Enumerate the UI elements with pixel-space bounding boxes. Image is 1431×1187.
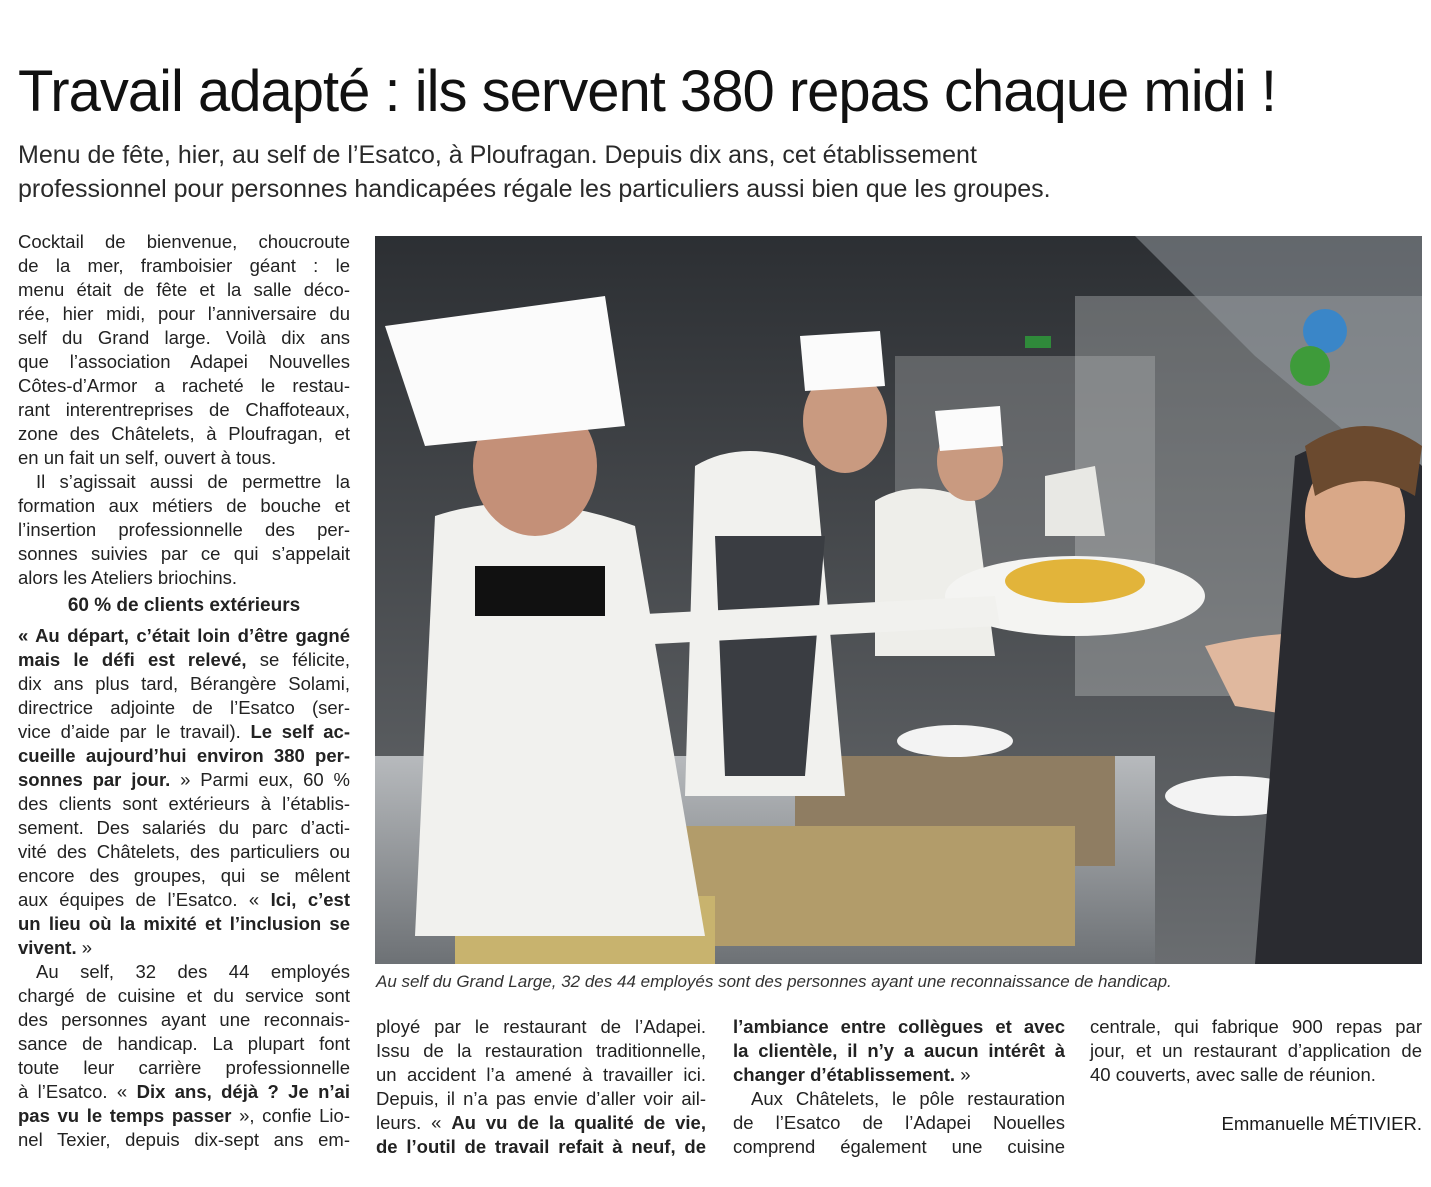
text-fragment: »: [76, 937, 93, 958]
text-line: [18, 768, 350, 792]
text-line: centrale, qui fabrique 900 repas par: [1090, 1016, 1422, 1037]
text-line: Au self, 32 des 44 employés: [36, 961, 350, 982]
quote-line: un lieu où la mixité et l’inclusion se: [18, 913, 350, 934]
text-line: [376, 1111, 706, 1135]
quote-line: de l’outil de travail refait à neuf, de: [376, 1136, 706, 1157]
quote-fragment: pas vu le temps passer: [18, 1105, 232, 1126]
text-line: [18, 720, 350, 744]
text-line: [18, 1080, 350, 1104]
quote-fragment: Le self ac-: [250, 721, 350, 742]
text-line: un accident l’a amené à travailler ici.: [376, 1064, 706, 1085]
text-fragment: », confie Lio-: [231, 1105, 350, 1126]
text-fragment: »: [955, 1064, 971, 1085]
text-line: Depuis, il n’a pas envie d’aller voir ail-: [376, 1088, 706, 1109]
text-line: des personnes ayant une reconnais-: [18, 1009, 350, 1030]
quote-line: la clientèle, il n’y a aucun intérêt à: [733, 1040, 1065, 1061]
article-column-4: [1090, 1015, 1422, 1087]
text-fragment: à l’Esatco. «: [18, 1081, 137, 1102]
text-line: que l’association Adapei Nouvelles: [18, 351, 350, 372]
text-line: menu était de fête et la salle déco-: [18, 279, 350, 300]
text-line: des clients sont extérieurs à l’établis-: [18, 793, 350, 814]
quote-fragment: Au vu de la qualité de vie,: [451, 1112, 706, 1133]
quote-line: l’ambiance entre collègues et avec: [733, 1016, 1065, 1037]
text-line: zone des Châtelets, à Ploufragan, et: [18, 423, 350, 444]
subhead-line: Menu de fête, hier, au self de l’Esatco, à Ploufragan. Depuis dix ans, cet établissement: [18, 141, 977, 169]
text-line: 40 couverts, avec salle de réunion.: [1090, 1064, 1376, 1085]
text-line: [18, 936, 350, 960]
text-line: rée, hier midi, pour l’anniversaire du: [18, 303, 350, 324]
text-line: vité des Châtelets, des particuliers ou: [18, 841, 350, 862]
text-line: [18, 648, 350, 672]
text-line: l’insertion professionnelle des per-: [18, 519, 350, 540]
text-line: en un fait un self, ouvert à tous.: [18, 447, 277, 468]
text-fragment: vice d’aide par le travail).: [18, 721, 251, 742]
text-line: sonnes suivies par ce qui s’appelait: [18, 543, 350, 564]
quote-fragment: mais le défi est relevé,: [18, 649, 247, 670]
text-line: ployé par le restaurant de l’Adapei.: [376, 1016, 706, 1037]
quote-fragment: Ici, c’est: [270, 889, 350, 910]
headline: Travail adapté : ils servent 380 repas chaque midi !: [18, 59, 1276, 124]
article-column-2: [376, 1015, 706, 1159]
text-line: Il s’agissait aussi de permettre la: [36, 471, 350, 492]
text-line: formation aux métiers de bouche et: [18, 495, 350, 516]
text-line: sement. Des salariés du parc d’acti-: [18, 817, 350, 838]
subheadline: [18, 138, 1418, 206]
text-fragment: se félicite,: [246, 649, 351, 670]
text-line: dix ans plus tard, Bérangère Solami,: [18, 673, 350, 694]
text-line: de la mer, framboisier géant : le: [18, 255, 350, 276]
article-column-1: [18, 230, 350, 1152]
quote-line: cueille aujourd’hui environ 380 per-: [18, 745, 350, 766]
text-line: [18, 888, 350, 912]
quote-fragment: Dix ans, déjà ? Je n’ai: [136, 1081, 350, 1102]
text-fragment: aux équipes de l’Esatco. «: [18, 889, 271, 910]
text-line: alors les Ateliers briochins.: [18, 567, 238, 588]
text-line: Côtes-d’Armor a racheté le restau-: [18, 375, 350, 396]
text-line: rant interentreprises de Chaffoteaux,: [18, 399, 350, 420]
text-line: jour, et un restaurant d’application de: [1090, 1040, 1422, 1061]
text-line: sance de handicap. La plupart font: [18, 1033, 350, 1054]
text-line: encore des groupes, qui se mêlent: [18, 865, 350, 886]
text-line: Cocktail de bienvenue, choucroute: [18, 231, 350, 252]
text-fragment: leurs. «: [376, 1112, 452, 1133]
text-line: chargé de cuisine et du service sont: [18, 985, 350, 1006]
article-column-3: [733, 1015, 1065, 1159]
text-line: Issu de la restauration traditionnelle,: [376, 1040, 706, 1061]
text-line: nel Texier, depuis dix-sept ans em-: [18, 1129, 350, 1150]
kitchen-scene-illustration: [375, 236, 1422, 964]
text-line: toute leur carrière professionnelle: [18, 1057, 350, 1078]
article-photo: [375, 236, 1422, 964]
text-line: Aux Châtelets, le pôle restauration: [751, 1088, 1065, 1109]
text-line: directrice adjointe de l’Esatco (ser-: [18, 697, 350, 718]
quote-fragment: vivent.: [18, 937, 77, 958]
intertitle: 60 % de clients extérieurs: [67, 595, 301, 616]
quote-line: « Au départ, c’était loin d’être gagné: [18, 625, 350, 646]
subhead-line: professionnel pour personnes handicapées régale les particuliers aussi bien que les groupes.: [18, 175, 1051, 203]
text-line: comprend également une cuisine: [733, 1136, 1065, 1157]
quote-fragment: changer d’établissement.: [733, 1064, 956, 1085]
text-fragment: » Parmi eux, 60 %: [170, 769, 351, 790]
author-signature: Emmanuelle MÉTIVIER.: [1221, 1113, 1422, 1134]
photo-caption: Au self du Grand Large, 32 des 44 employés sont des personnes ayant une reconnaissance de handicap.: [376, 972, 1172, 991]
text-line: [18, 1104, 350, 1128]
text-line: de l’Esatco de l’Adapei Nouelles: [733, 1112, 1065, 1133]
text-line: [733, 1063, 1065, 1087]
text-line: self du Grand large. Voilà dix ans: [18, 327, 350, 348]
quote-fragment: sonnes par jour.: [18, 769, 171, 790]
